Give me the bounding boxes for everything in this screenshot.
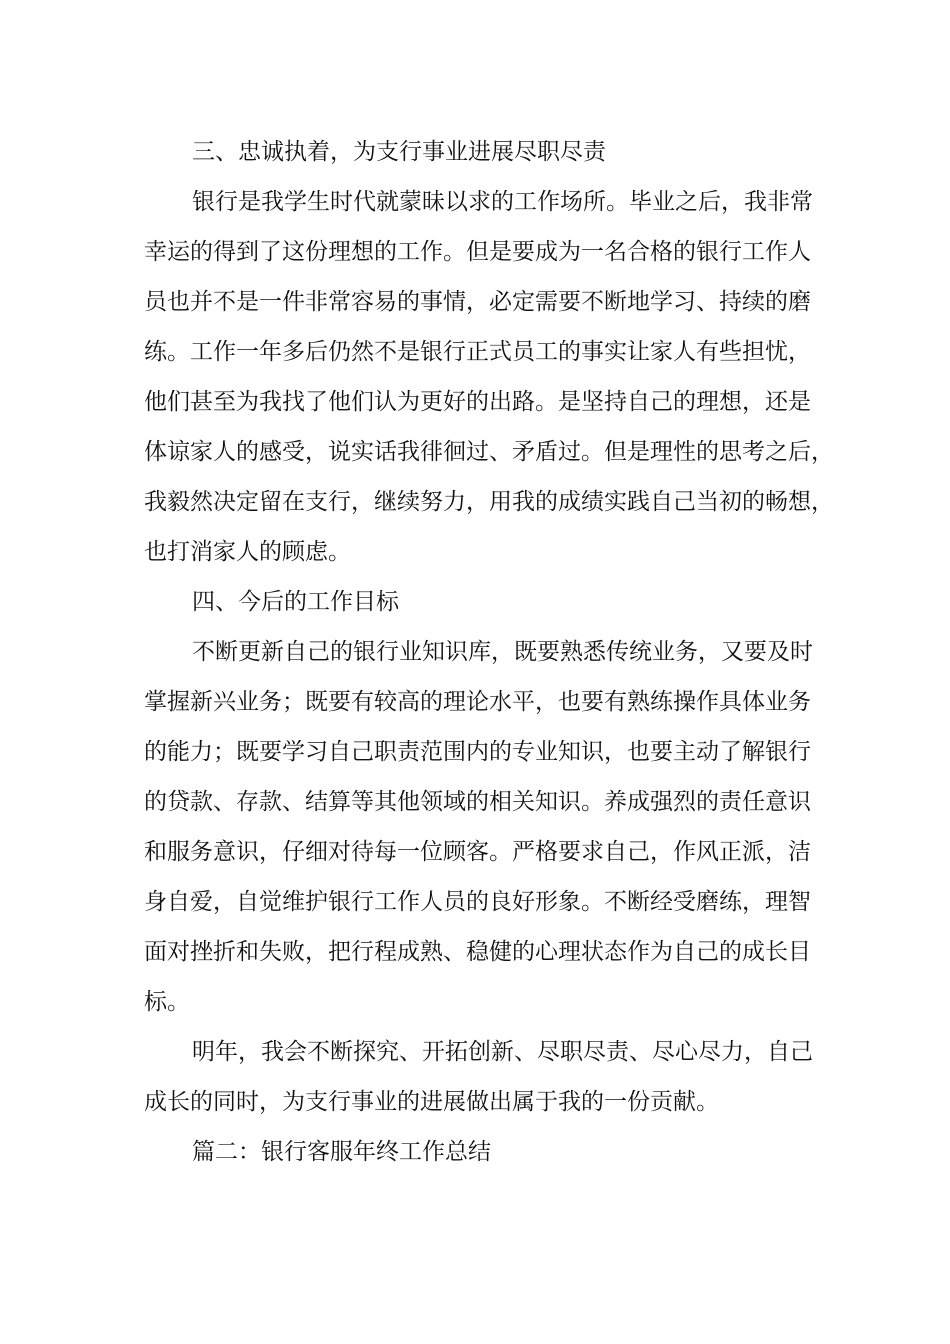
paragraph-line: 幸运的得到了这份理想的工作。但是要成为一名合格的银行工作人 (144, 239, 811, 265)
paragraph-line: 掌握新兴业务；既要有较高的理论水平，也要有熟练操作具体业务 (144, 689, 811, 715)
paragraph-line: 身自爱，自觉维护银行工作人员的良好形象。不断经受磨练，理智 (144, 889, 811, 915)
paragraph-line: 的贷款、存款、结算等其他领域的相关知识。养成强烈的责任意识 (144, 789, 811, 815)
paragraph-line: 成长的同时，为支行事业的进展做出属于我的一份贡献。 (144, 1089, 719, 1115)
paragraph-line: 不断更新自己的银行业知识库，既要熟悉传统业务，又要及时 (192, 639, 813, 665)
section-heading-3: 三、忠诚执着，为支行事业进展尽职尽责 (192, 139, 606, 165)
paragraph-line: 银行是我学生时代就蒙昧以求的工作场所。毕业之后，我非常 (192, 189, 813, 215)
section-heading-4: 四、今后的工作目标 (192, 589, 399, 615)
paragraph-line: 标。 (144, 989, 190, 1015)
paragraph-line: 和服务意识，仔细对待每一位顾客。严格要求自己，作风正派，洁 (144, 839, 811, 865)
paragraph-line: 面对挫折和失败，把行程成熟、稳健的心理状态作为自己的成长目 (144, 939, 811, 965)
paragraph-line: 明年，我会不断探究、开拓创新、尽职尽责、尽心尽力，自己 (192, 1039, 813, 1065)
paragraph-line: 员也并不是一件非常容易的事情，必定需要不断地学习、持续的磨 (144, 289, 811, 315)
paragraph-line: 也打消家人的顾虑。 (144, 539, 351, 565)
paragraph-line: 他们甚至为我找了他们认为更好的出路。是坚持自己的理想，还是 (144, 389, 811, 415)
paragraph-line: 体谅家人的感受，说实话我徘徊过、矛盾过。但是理性的思考之后， (144, 439, 834, 465)
paragraph-line: 的能力；既要学习自己职责范围内的专业知识，也要主动了解银行 (144, 739, 811, 765)
chapter-heading: 篇二：银行客服年终工作总结 (192, 1139, 491, 1165)
paragraph-line: 我毅然决定留在支行，继续努力，用我的成绩实践自己当初的畅想， (144, 489, 834, 515)
paragraph-line: 练。工作一年多后仍然不是银行正式员工的事实让家人有些担忧， (144, 339, 811, 365)
